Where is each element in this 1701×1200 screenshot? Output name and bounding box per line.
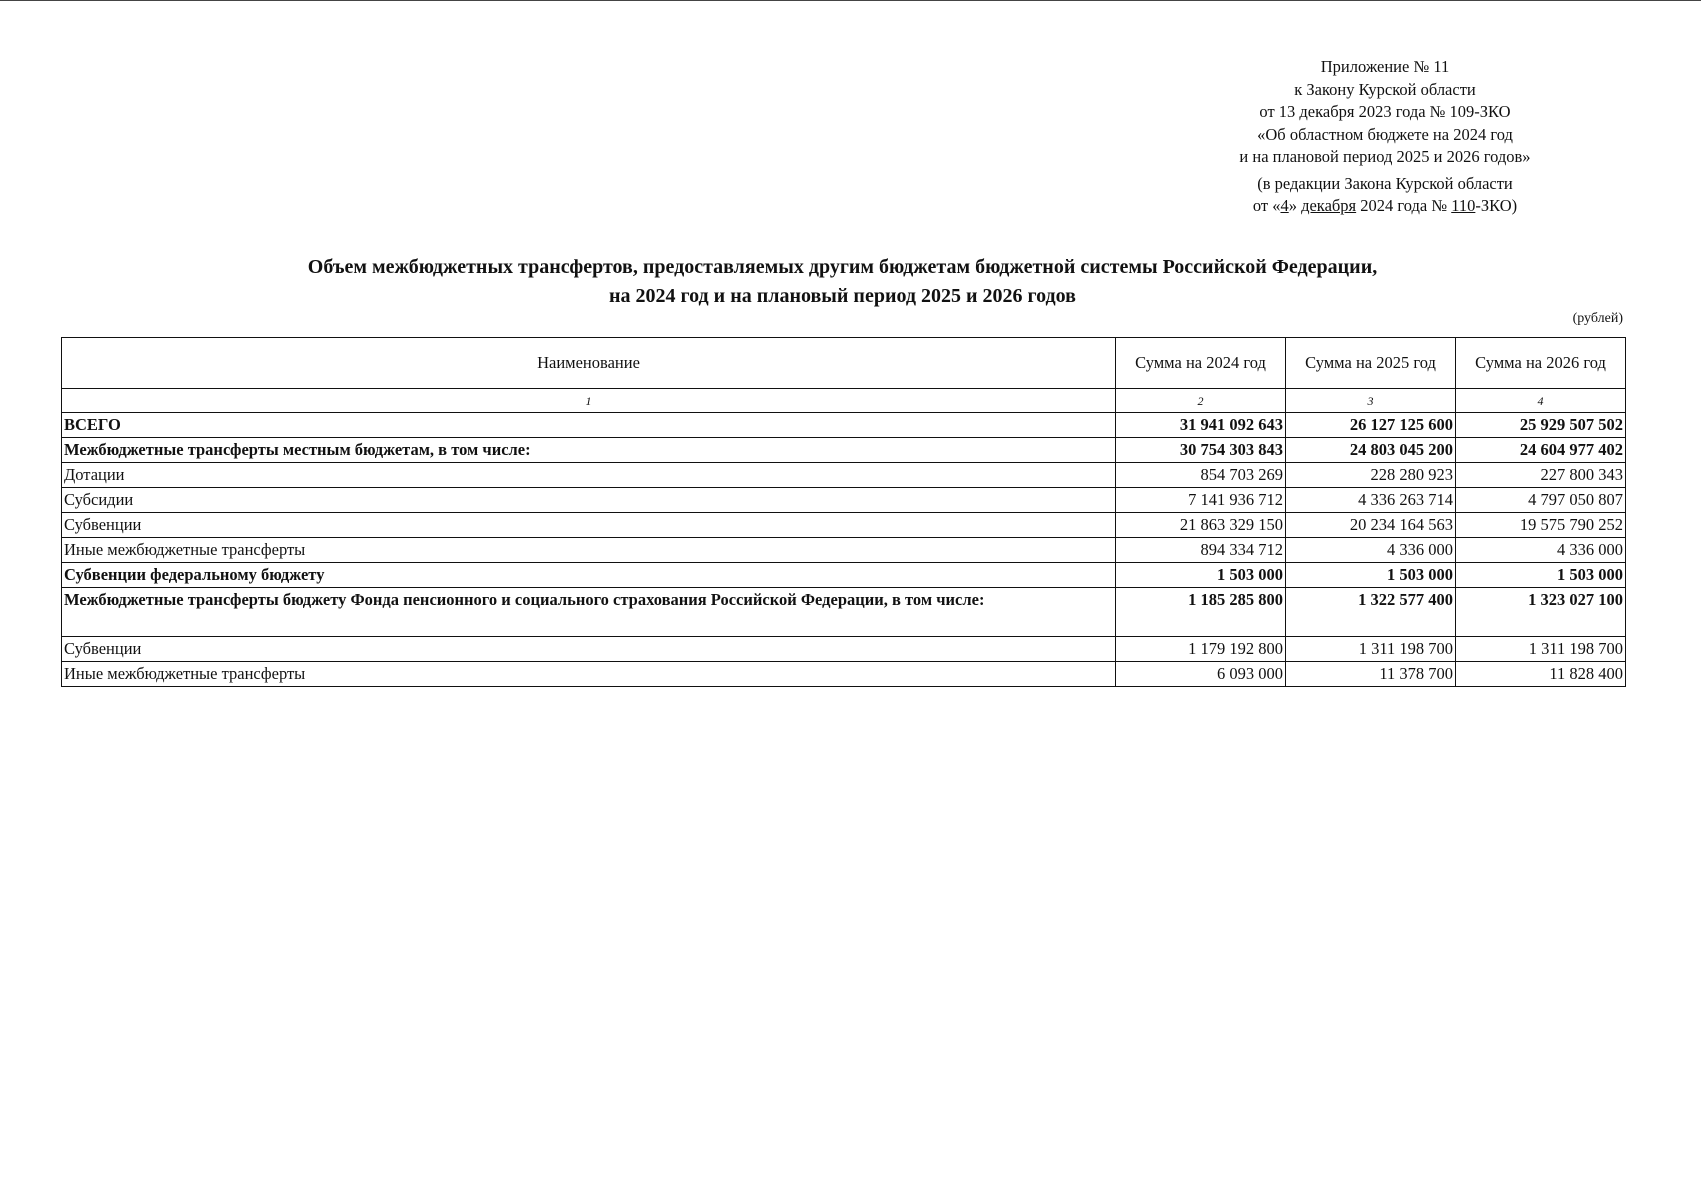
header-2024: Сумма на 2024 год — [1116, 338, 1286, 389]
column-number: 2 — [1116, 389, 1286, 413]
header-2026: Сумма на 2026 год — [1456, 338, 1626, 389]
row-name: Межбюджетные трансферты местным бюджетам, в том числе: — [62, 438, 1116, 463]
table-row — [62, 538, 1626, 563]
amount-2025: 1 311 198 700 — [1286, 637, 1456, 662]
column-number: 4 — [1456, 389, 1626, 413]
column-number-row — [62, 389, 1626, 413]
amount-2026: 4 336 000 — [1456, 538, 1626, 563]
table-header-row — [62, 338, 1626, 389]
row-name: Межбюджетные трансферты бюджету Фонда пенсионного и социального страхования Российской Федерации, в том числе: — [62, 588, 1116, 637]
appendix-header — [1180, 56, 1590, 218]
row-name: Субсидии — [62, 488, 1116, 513]
revision-law-number: 110 — [1451, 196, 1476, 215]
amount-2025: 1 503 000 — [1286, 563, 1456, 588]
amount-2026: 1 323 027 100 — [1456, 588, 1626, 637]
row-name: Субвенции — [62, 513, 1116, 538]
amount-2024: 854 703 269 — [1116, 463, 1286, 488]
top-scan-rule — [0, 0, 1701, 1]
column-number: 3 — [1286, 389, 1456, 413]
table-row — [62, 463, 1626, 488]
appendix-line: Приложение № 11 — [1320, 57, 1450, 76]
revision-line: (в редакции Закона Курской области — [1257, 173, 1513, 193]
table-row — [62, 438, 1626, 463]
amount-2025: 26 127 125 600 — [1286, 413, 1456, 438]
column-number: 1 — [62, 389, 1116, 413]
appendix-line: от 13 декабря 2023 года № 109-ЗКО — [1259, 102, 1511, 121]
amount-2024: 31 941 092 643 — [1116, 413, 1286, 438]
amount-2024: 1 503 000 — [1116, 563, 1286, 588]
amount-2025: 24 803 045 200 — [1286, 438, 1456, 463]
row-name: Иные межбюджетные трансферты — [62, 662, 1116, 687]
revision-date-line: от «4» декабря 2024 года № 110-ЗКО) — [1252, 196, 1518, 215]
amount-2026: 25 929 507 502 — [1456, 413, 1626, 438]
row-name: Субвенции — [62, 637, 1116, 662]
amount-2026: 24 604 977 402 — [1456, 438, 1626, 463]
row-name: Иные межбюджетные трансферты — [62, 538, 1116, 563]
table-row-total — [62, 413, 1626, 438]
amount-2024: 6 093 000 — [1116, 662, 1286, 687]
amount-2025: 228 280 923 — [1286, 463, 1456, 488]
appendix-line: «Об областном бюджете на 2024 год — [1257, 124, 1513, 144]
amount-2026: 11 828 400 — [1456, 662, 1626, 687]
amount-2026: 227 800 343 — [1456, 463, 1626, 488]
amount-2024: 1 185 285 800 — [1116, 588, 1286, 637]
row-name: ВСЕГО — [62, 413, 1116, 438]
appendix-line: к Закону Курской области — [1294, 79, 1476, 99]
header-2025: Сумма на 2025 год — [1286, 338, 1456, 389]
units-label: (рублей) — [1572, 311, 1623, 326]
amount-2024: 7 141 936 712 — [1116, 488, 1286, 513]
amount-2025: 4 336 263 714 — [1286, 488, 1456, 513]
transfers-table — [61, 337, 1626, 687]
amount-2025: 11 378 700 — [1286, 662, 1456, 687]
amount-2024: 1 179 192 800 — [1116, 637, 1286, 662]
table-row — [62, 662, 1626, 687]
appendix-line: и на плановой период 2025 и 2026 годов» — [1239, 147, 1531, 166]
table-row — [62, 637, 1626, 662]
amount-2025: 4 336 000 — [1286, 538, 1456, 563]
title-line-2: на 2024 год и на плановый период 2025 и 2026 годов — [609, 285, 1076, 307]
amount-2026: 4 797 050 807 — [1456, 488, 1626, 513]
table-row — [62, 588, 1626, 637]
amount-2024: 30 754 303 843 — [1116, 438, 1286, 463]
amount-2026: 1 311 198 700 — [1456, 637, 1626, 662]
table-row — [62, 488, 1626, 513]
table-row — [62, 513, 1626, 538]
table-row — [62, 563, 1626, 588]
document-title — [80, 253, 1605, 311]
header-name: Наименование — [62, 338, 1116, 389]
title-line-1: Объем межбюджетных трансфертов, предоставляемых другим бюджетам бюджетной системы Российской Федерации, — [307, 256, 1378, 278]
amount-2025: 1 322 577 400 — [1286, 588, 1456, 637]
amount-2026: 1 503 000 — [1456, 563, 1626, 588]
row-name: Субвенции федеральному бюджету — [62, 563, 1116, 588]
revision-day: 4 — [1280, 196, 1289, 215]
amount-2024: 894 334 712 — [1116, 538, 1286, 563]
amount-2026: 19 575 790 252 — [1456, 513, 1626, 538]
amount-2025: 20 234 164 563 — [1286, 513, 1456, 538]
revision-month: декабря — [1301, 196, 1357, 215]
row-name: Дотации — [62, 463, 1116, 488]
amount-2024: 21 863 329 150 — [1116, 513, 1286, 538]
